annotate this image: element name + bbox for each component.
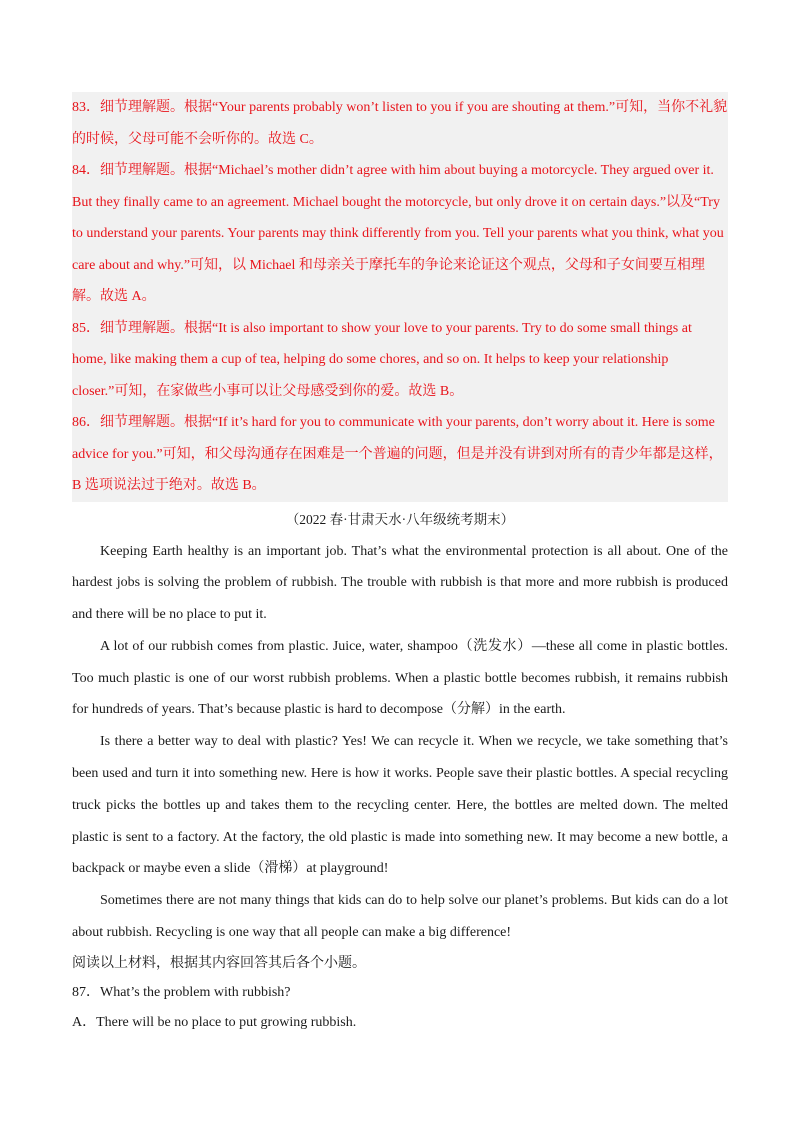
document-page <box>72 92 728 1037</box>
passage-source: （2022 春·甘肃天水·八年级统考期末） <box>285 511 515 527</box>
answer-86: 86．细节理解题。根据“If it’s hard for you to communicate with your parents, don’t worry about it. Here is some advice for you.”可知，和父母沟通存在困难是一个普遍的问题，但是并没有讲到对所有的青少年都是这样，B 选项说法过于绝对。故选 B。 <box>72 415 723 493</box>
instruction-text: 阅读以上材料，根据其内容回答其后各个小题。 <box>72 955 366 971</box>
option-a: A．There will be no place to put growing rubbish. <box>72 1014 357 1030</box>
passage-paragraph-1: Keeping Earth healthy is an important job. That’s what the environmental protection is all about. One of the hardest jobs is solving the problem of rubbish. The trouble with rubbish is that more and more rubbish is produced and there will be no place to put it. <box>72 543 728 623</box>
answer-84: 84．细节理解题。根据“Michael’s mother didn’t agree with him about buying a motorcycle. They argued over it. But they finally came to an agreement. Michael bought the motorcycle, but only drove it on certain days.”以及“Try to understand your parents. Your parents may think differently from you. Tell your parents what you think, what you care about and why.”可知，以 Michael 和母亲关于摩托车的争论来论证这个观点，父母和子女间要互相理解。故选 A。 <box>72 163 724 304</box>
passage-paragraph-2: A lot of our rubbish comes from plastic. Juice, water, shampoo（洗发水）—these all come in plastic bottles. Too much plastic is one of our worst rubbish problems. When a plastic bottle becomes rubbish, it remains rubbish for hundreds of years. That’s because plastic is hard to decompose（分解）in the earth. <box>72 638 728 718</box>
answer-explanations <box>72 92 728 502</box>
passage-paragraph-3: Is there a better way to deal with plastic? Yes! We can recycle it. When we recycle, we take something that’s been used and turn it into something new. Here is how it works. People save their plastic bottles. A special recycling truck picks the bottles up and takes them to the recycling center. Here, the bottles are melted down. The melted plastic is sent to a factory. At the factory, the old plastic is made into something new. It may become a new bottle, a backpack or maybe even a slide（滑梯）at playground! <box>72 734 728 877</box>
passage-paragraph-4: Sometimes there are not many things that kids can do to help solve our planet’s problems. But kids can do a lot about rubbish. Recycling is one way that all people can make a big difference! <box>72 893 728 941</box>
reading-passage <box>72 536 728 949</box>
answer-85: 85．细节理解题。根据“It is also important to show your love to your parents. Try to do some small things at home, like making them a cup of tea, helping do some chores, and so on. It helps to keep your relationship closer.”可知，在家做些小事可以让父母感受到你的爱。故选 B。 <box>72 320 692 399</box>
answer-83: 83．细节理解题。根据“Your parents probably won’t listen to you if you are shouting at them.”可知，当你不礼貌的时候，父母可能不会听你的。故选 C。 <box>72 100 728 147</box>
question-87: 87．What’s the problem with rubbish? <box>72 985 291 1001</box>
